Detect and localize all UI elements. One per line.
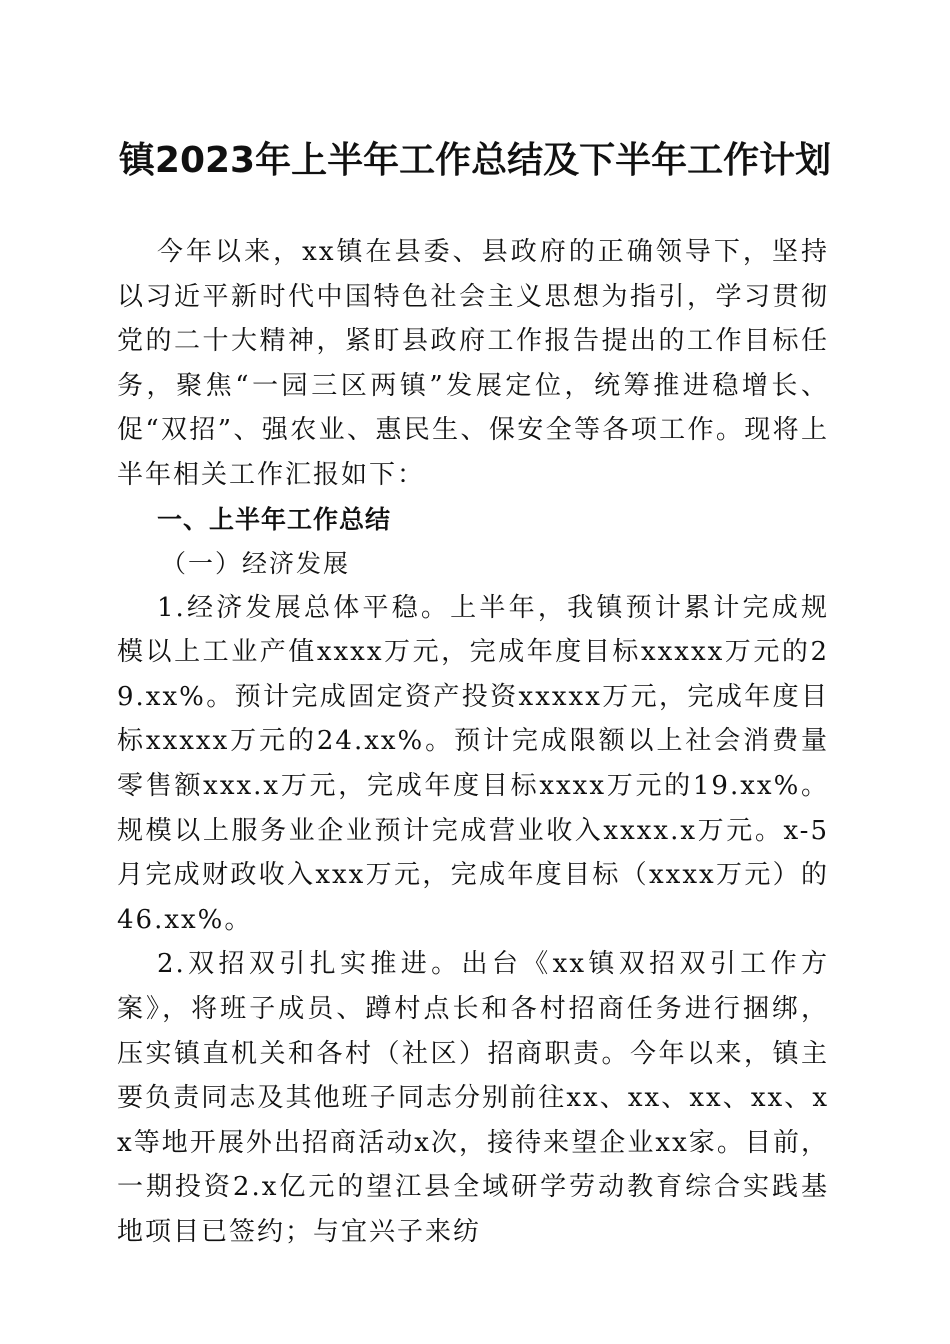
document-title: 镇2023年上半年工作总结及下半年工作计划 bbox=[118, 140, 832, 181]
subsection-heading: （一）经济发展 bbox=[161, 548, 351, 578]
item-paragraph-1: 1.经济发展总体平稳。上半年，我镇预计累计完成规模以上工业产值xxxx万元，完成年度目标xxxxx万元的29.xx%。预计完成固定资产投资xxxxx万元，完成年度目标xxxxx万元的24.xx%。预计完成限额以上社会消费量零售额xxx.x万元，完成年度目标xxxx万元的19.xx%。规模以上服务业企业预计完成营业收入xxxx.x万元。x-5月完成财政收入xxx万元，完成年度目标（xxxx万元）的46.xx%。 bbox=[117, 592, 829, 935]
item-paragraph-2: 2.双招双引扎实推进。出台《xx镇双招双引工作方案》，将班子成员、蹲村点长和各村招商任务进行捆绑，压实镇直机关和各村（社区）招商职责。今年以来，镇主要负责同志及其他班子同志分别前往xx、xx、xx、xx、xx等地开展外出招商活动x次，接待来望企业xx家。目前，一期投资2.x亿元的望江县全域研学劳动教育综合实践基地项目已签约；与宜兴子来纺 bbox=[117, 949, 829, 1247]
intro-paragraph: 今年以来，xx镇在县委、县政府的正确领导下，坚持以习近平新时代中国特色社会主义思想为指引，学习贯彻党的二十大精神，紧盯县政府工作报告提出的工作目标任务，聚焦“一园三区两镇”发展定位，统筹推进稳增长、促“双招”、强农业、惠民生、保安全等各项工作。现将上半年相关工作汇报如下： bbox=[117, 237, 829, 490]
section-heading: 一、上半年工作总结 bbox=[157, 504, 392, 534]
document-body bbox=[117, 230, 829, 1254]
